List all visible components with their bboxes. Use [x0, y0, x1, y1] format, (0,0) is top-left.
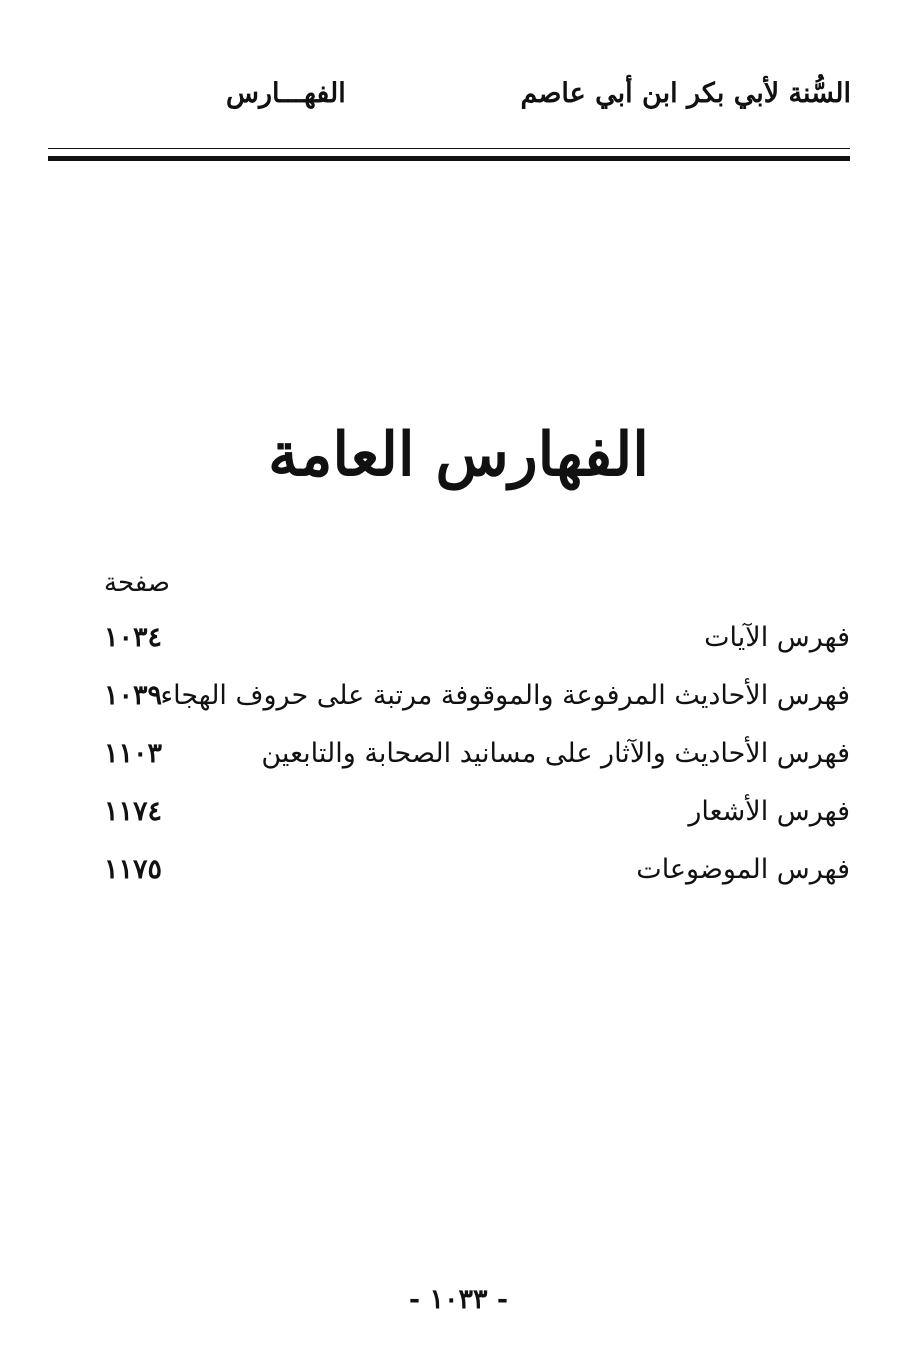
toc-row: [100, 738, 850, 796]
toc-entry-page: ١١٠٣: [104, 738, 163, 769]
toc-entry-page: ١٠٣٤: [104, 622, 163, 653]
page-column-label: صفحة: [104, 568, 170, 598]
page-number: - ١٠٣٣ -: [408, 1284, 509, 1315]
toc-entry-title: فهرس الموضوعات: [636, 854, 850, 885]
header-rule-thin: [48, 148, 850, 149]
running-head-section: الفهـــارس: [226, 78, 346, 109]
header-rule-thick: [48, 156, 850, 161]
toc-row: [100, 680, 850, 738]
toc-entry-page: ١١٧٥: [104, 854, 163, 885]
toc-entry-title: فهرس الآيات: [704, 622, 850, 653]
toc-row: [100, 622, 850, 680]
running-head-book-title: السُّنة لأبي بكر ابن أبي عاصم: [520, 78, 851, 109]
toc-row: [100, 854, 850, 912]
page-title: الفهارس العامة: [268, 420, 649, 490]
toc-row: [100, 796, 850, 854]
table-of-contents: [100, 622, 850, 912]
toc-entry-title: فهرس الأحاديث والآثار على مسانيد الصحابة والتابعين: [261, 738, 850, 769]
toc-entry-page: ١١٧٤: [104, 796, 163, 827]
toc-entry-title: فهرس الأشعار: [688, 796, 850, 827]
toc-entry-page: ١٠٣٩: [104, 680, 163, 711]
toc-entry-title: فهرس الأحاديث المرفوعة والموقوفة مرتبة على حروف الهجاء: [160, 680, 850, 711]
